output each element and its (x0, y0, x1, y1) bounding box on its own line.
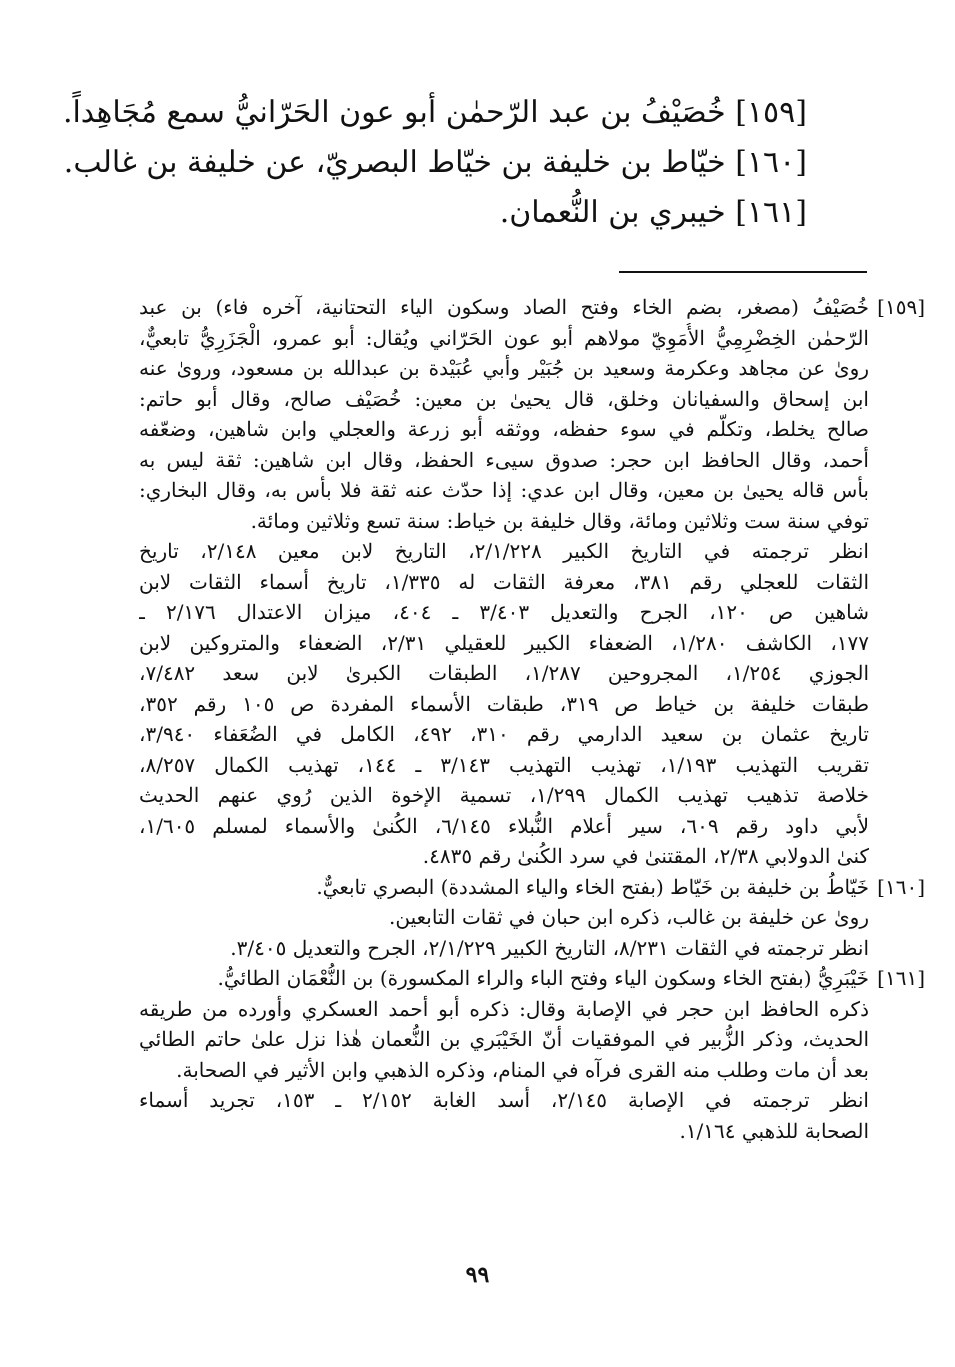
main-entry-160: [١٦٠] خيّاط بن خليفة بن خيّاط البصريّ، عن خليفة بن غالب. (63, 145, 807, 180)
footnote-line: خَيْبَرِيُّ (بفتح الخاء وسكون الياء وفتح الباء والراء المكسورة) بن النُّعْمَان الطائيُّ. (217, 966, 869, 990)
footnote-separator (619, 271, 867, 273)
footnote-160 (139, 872, 925, 964)
footnotes (139, 292, 925, 1146)
main-entry-161: [١٦١] خيبري بن النُّعمان. (499, 195, 807, 230)
footnote-number: [١٦٠] (877, 874, 925, 899)
footnote-line: خُصَيْفُ (مصغر، بضم الخاء وفتح الصاد وسكون الياء التحتانية، آخره فاء) بن عبد (139, 295, 869, 319)
footnote-line: أحمد، وقال الحافظ ابن حجر: صدوق سيىء الحفظ، وقال ابن شاهين: ثقة ليس به (139, 447, 869, 472)
footnote-line: روىٰ عن مجاهد وعكرمة وسعيد بن جُبَيْر وأبي عُبَيْدة بن عبدالله بن مسعود، وروىٰ عنه (139, 356, 869, 380)
footnote-line: ابن إسحاق والسفيانان وخلق، قال يحيىٰ بن معين: خُصَيْف صالح، وقال أبو حاتم: (139, 386, 869, 411)
footnote-line: تاريخ عثمان بن سعيد الدارمي رقم ٣١٠، ٤٩٢، الكامل في الضُعَفاء ٣/٩٤٠، (139, 722, 869, 746)
footnote-line: بأس قاله يحيىٰ بن معين، وقال ابن عدي: إذا حدّث عنه ثقة فلا بأس به، وقال البخاري: (139, 478, 869, 502)
footnote-line: انظر ترجمته في الثقات ٨/٢٣١، التاريخ الكبير ٢/١/٢٢٩، الجرح والتعديل ٣/٤٠٥. (230, 935, 869, 960)
footnote-line: انظر ترجمته في التاريخ الكبير ٢/١/٢٢٨، التاريخ لابن معين ٢/١٤٨، تاريخ (139, 539, 869, 563)
footnote-161 (139, 963, 925, 1146)
footnote-line: توفي سنة ست وثلاثين ومائة، وقال خليفة بن خياط: سنة تسع وثلاثين ومائة. (250, 508, 869, 533)
footnote-line: تقريب التهذيب ١/١٩٣، تهذيب التهذيب ٣/١٤٣ ـ ١٤٤، تهذيب الكمال ٨/٢٥٧، (139, 752, 869, 777)
footnote-line: الثقات للعجلي رقم ٣٨١، معرفة الثقات له ١/٣٣٥، تاريخ أسماء الثقات لابن (139, 569, 869, 594)
footnote-line: كنىٰ الدولابي ٢/٣٨، المقتنىٰ في سرد الكُنىٰ رقم ٤٨٣٥. (422, 844, 869, 868)
footnote-line: بعد أن مات وطلب منه القرى فرآه في المنام، وذكره الذهبي وابن الأثير في الصحابة. (176, 1057, 869, 1082)
footnote-line: روىٰ عن خليفة بن غالب، ذكره ابن حبان في ثقات التابعين. (388, 905, 869, 929)
footnote-line: خَيّاطُ بن خليفة بن خَيّاط (بفتح الخاء والياء المشددة) البصري تابعيٌّ. (316, 874, 869, 899)
main-entry-159: [١٥٩] خُصَيْفُ بن عبد الرّحمٰن أبو عون الحَرّانيُّ سمع مُجَاهِداً. (62, 95, 807, 130)
footnote-line: لأبي داود رقم ٦٠٩، سير أعلام النُّبلاء ٦/١٤٥، الكُنىٰ والأسماء لمسلم ١/٦٠٥، (139, 813, 869, 838)
footnote-line: الصحابة للذهبي ١/١٦٤. (679, 1118, 869, 1143)
footnote-line: خلاصة تذهيب تهذيب الكمال ١/٢٩٩، تسمية الإخوة الذين رُوي عنهم الحديث (139, 783, 869, 807)
footnote-line: طبقات خليفة بن خياط ص ٣١٩، طبقات الأسماء المفردة ص ١٠٥ رقم ٣٥٢، (139, 691, 869, 716)
footnote-line: ١٧٧، الكاشف ١/٢٨٠، الضعفاء الكبير للعقيلي ٢/٣١، الضعفاء والمتروكين لابن (139, 630, 869, 655)
page-number: ٩٩ (465, 1262, 490, 1288)
footnote-number: [١٦١] (877, 966, 925, 990)
footnote-line: ذكره الحافظ ابن حجر في الإصابة وقال: ذكره أبو أحمد العسكري وأورده من طريقه (139, 996, 869, 1021)
footnote-line: انظر ترجمته في الإصابة ٢/١٤٥، أسد الغابة ٢/١٥٢ ـ ١٥٣، تجريد أسماء (139, 1088, 869, 1112)
footnote-line: الجوزي ١/٢٥٤، المجروحين ١/٢٨٧، الطبقات الكبرىٰ لابن سعد ٧/٤٨٢، (139, 661, 869, 685)
footnote-line: شاهين ص ١٢٠، الجرح والتعديل ٣/٤٠٣ ـ ٤٠٤، ميزان الاعتدال ٢/١٧٦ ـ (139, 600, 869, 624)
main-entries (62, 88, 807, 238)
footnote-line: الحديث، وذكر الزُّبير في الموفقيات أنّ الخَيْبَري بن النُّعمان هٰذا نزل علىٰ حاتم الطائي (139, 1027, 869, 1051)
footnote-159 (139, 292, 925, 872)
footnote-number: [١٥٩] (877, 295, 925, 319)
footnote-line: صالح يخلط، وتكلّم في سوء حفظه، ووثقه أبو زرعة والعجلي وابن شاهين، وضعّفه (139, 417, 869, 441)
footnote-line: الرّحمٰن الخِضْرِمِيُّ الأُمَوِيّ مولاهم أبو عون الحَرّاني ويُقال: أبو عمرو، الْجَزَرِيُّ تابعيٌّ، (139, 325, 869, 350)
